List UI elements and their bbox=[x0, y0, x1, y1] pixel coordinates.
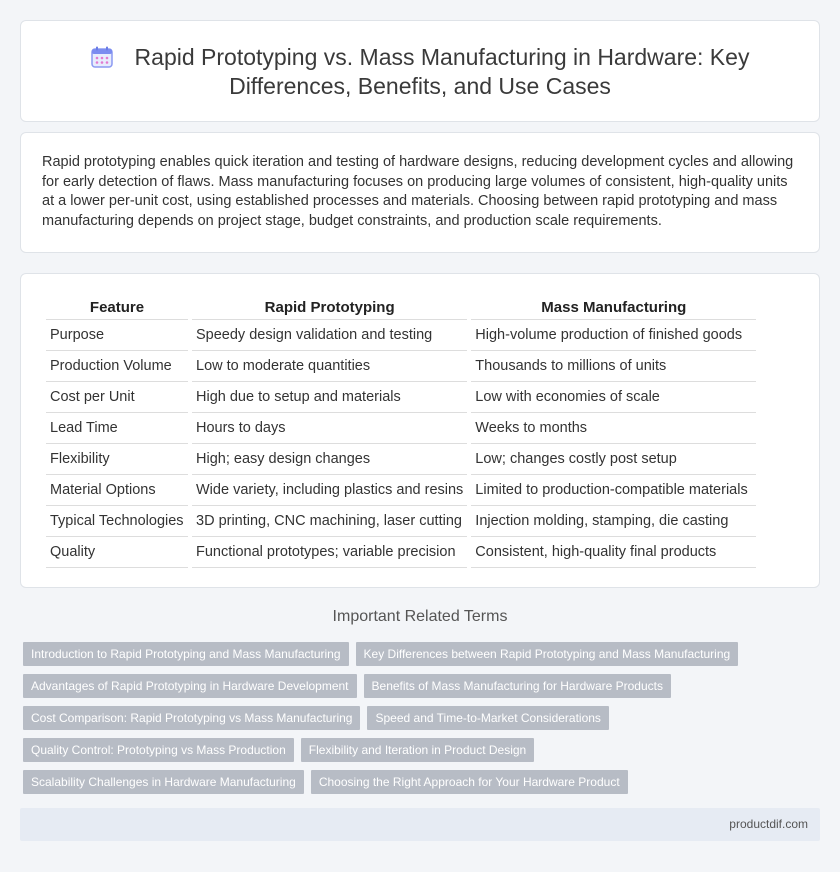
footer-site-link[interactable]: productdif.com bbox=[729, 817, 808, 831]
row-mass: Injection molding, stamping, die casting bbox=[471, 506, 756, 537]
related-tag[interactable]: Introduction to Rapid Prototyping and Mass Manufacturing bbox=[23, 642, 349, 666]
comparison-card bbox=[20, 273, 820, 588]
table-row bbox=[46, 382, 756, 413]
row-mass: Limited to production-compatible materials bbox=[471, 475, 756, 506]
page-title: Rapid Prototyping vs. Mass Manufacturing in Hardware: Key Differences, Benefits, and Use Cases bbox=[134, 44, 750, 99]
related-tags-row bbox=[23, 706, 609, 730]
related-tag[interactable]: Speed and Time-to-Market Considerations bbox=[367, 706, 608, 730]
related-tags-row bbox=[23, 642, 738, 666]
row-rapid: Wide variety, including plastics and resins bbox=[192, 475, 467, 506]
table-row bbox=[46, 444, 756, 475]
row-mass: Thousands to millions of units bbox=[471, 351, 756, 382]
calendar-icon bbox=[91, 46, 113, 68]
row-feature: Flexibility bbox=[46, 444, 188, 475]
related-tags-row bbox=[23, 674, 671, 698]
header-mass-manufacturing: Mass Manufacturing bbox=[471, 296, 756, 320]
related-tags-row bbox=[23, 770, 628, 794]
row-feature: Cost per Unit bbox=[46, 382, 188, 413]
row-rapid: Speedy design validation and testing bbox=[192, 320, 467, 351]
row-mass: High-volume production of finished goods bbox=[471, 320, 756, 351]
row-rapid: High due to setup and materials bbox=[192, 382, 467, 413]
related-tag[interactable]: Quality Control: Prototyping vs Mass Production bbox=[23, 738, 294, 762]
row-rapid: Hours to days bbox=[192, 413, 467, 444]
comparison-table bbox=[42, 296, 760, 568]
row-mass: Weeks to months bbox=[471, 413, 756, 444]
header-rapid-prototyping: Rapid Prototyping bbox=[192, 296, 467, 320]
footer bbox=[20, 808, 820, 841]
row-rapid: Low to moderate quantities bbox=[192, 351, 467, 382]
table-row bbox=[46, 320, 756, 351]
row-feature: Lead Time bbox=[46, 413, 188, 444]
header-card bbox=[20, 20, 820, 122]
table-row bbox=[46, 475, 756, 506]
related-tag[interactable]: Choosing the Right Approach for Your Hardware Product bbox=[311, 770, 628, 794]
row-mass: Low; changes costly post setup bbox=[471, 444, 756, 475]
related-tag[interactable]: Cost Comparison: Rapid Prototyping vs Mass Manufacturing bbox=[23, 706, 360, 730]
table-header-row bbox=[46, 296, 756, 320]
row-rapid: 3D printing, CNC machining, laser cutting bbox=[192, 506, 467, 537]
related-tag[interactable]: Scalability Challenges in Hardware Manufacturing bbox=[23, 770, 304, 794]
related-tags-row bbox=[23, 738, 534, 762]
table-row bbox=[46, 413, 756, 444]
table-row bbox=[46, 351, 756, 382]
row-feature: Quality bbox=[46, 537, 188, 568]
table-row bbox=[46, 506, 756, 537]
row-mass: Low with economies of scale bbox=[471, 382, 756, 413]
row-rapid: High; easy design changes bbox=[192, 444, 467, 475]
related-tag[interactable]: Advantages of Rapid Prototyping in Hardware Development bbox=[23, 674, 357, 698]
row-feature: Typical Technologies bbox=[46, 506, 188, 537]
page-title-block bbox=[61, 43, 779, 101]
row-feature: Material Options bbox=[46, 475, 188, 506]
row-feature: Purpose bbox=[46, 320, 188, 351]
related-terms-title: Important Related Terms bbox=[332, 608, 508, 625]
related-tag[interactable]: Flexibility and Iteration in Product Design bbox=[301, 738, 534, 762]
intro-paragraph: Rapid prototyping enables quick iteration and testing of hardware designs, reducing development cycles and allowing for early detection of flaws. Mass manufacturing focuses on producing large volumes of consistent, high-quality units at a lower per-unit cost, using established processes and materials. Choosing between rapid prototyping and mass manufacturing depends on project stage, budget constraints, and production scale requirements. bbox=[42, 154, 794, 229]
table-row bbox=[46, 537, 756, 568]
row-feature: Production Volume bbox=[46, 351, 188, 382]
intro-card bbox=[20, 132, 820, 253]
row-mass: Consistent, high-quality final products bbox=[471, 537, 756, 568]
header-feature: Feature bbox=[46, 296, 188, 320]
related-tag[interactable]: Benefits of Mass Manufacturing for Hardware Products bbox=[364, 674, 671, 698]
row-rapid: Functional prototypes; variable precision bbox=[192, 537, 467, 568]
related-tag[interactable]: Key Differences between Rapid Prototyping and Mass Manufacturing bbox=[356, 642, 739, 666]
